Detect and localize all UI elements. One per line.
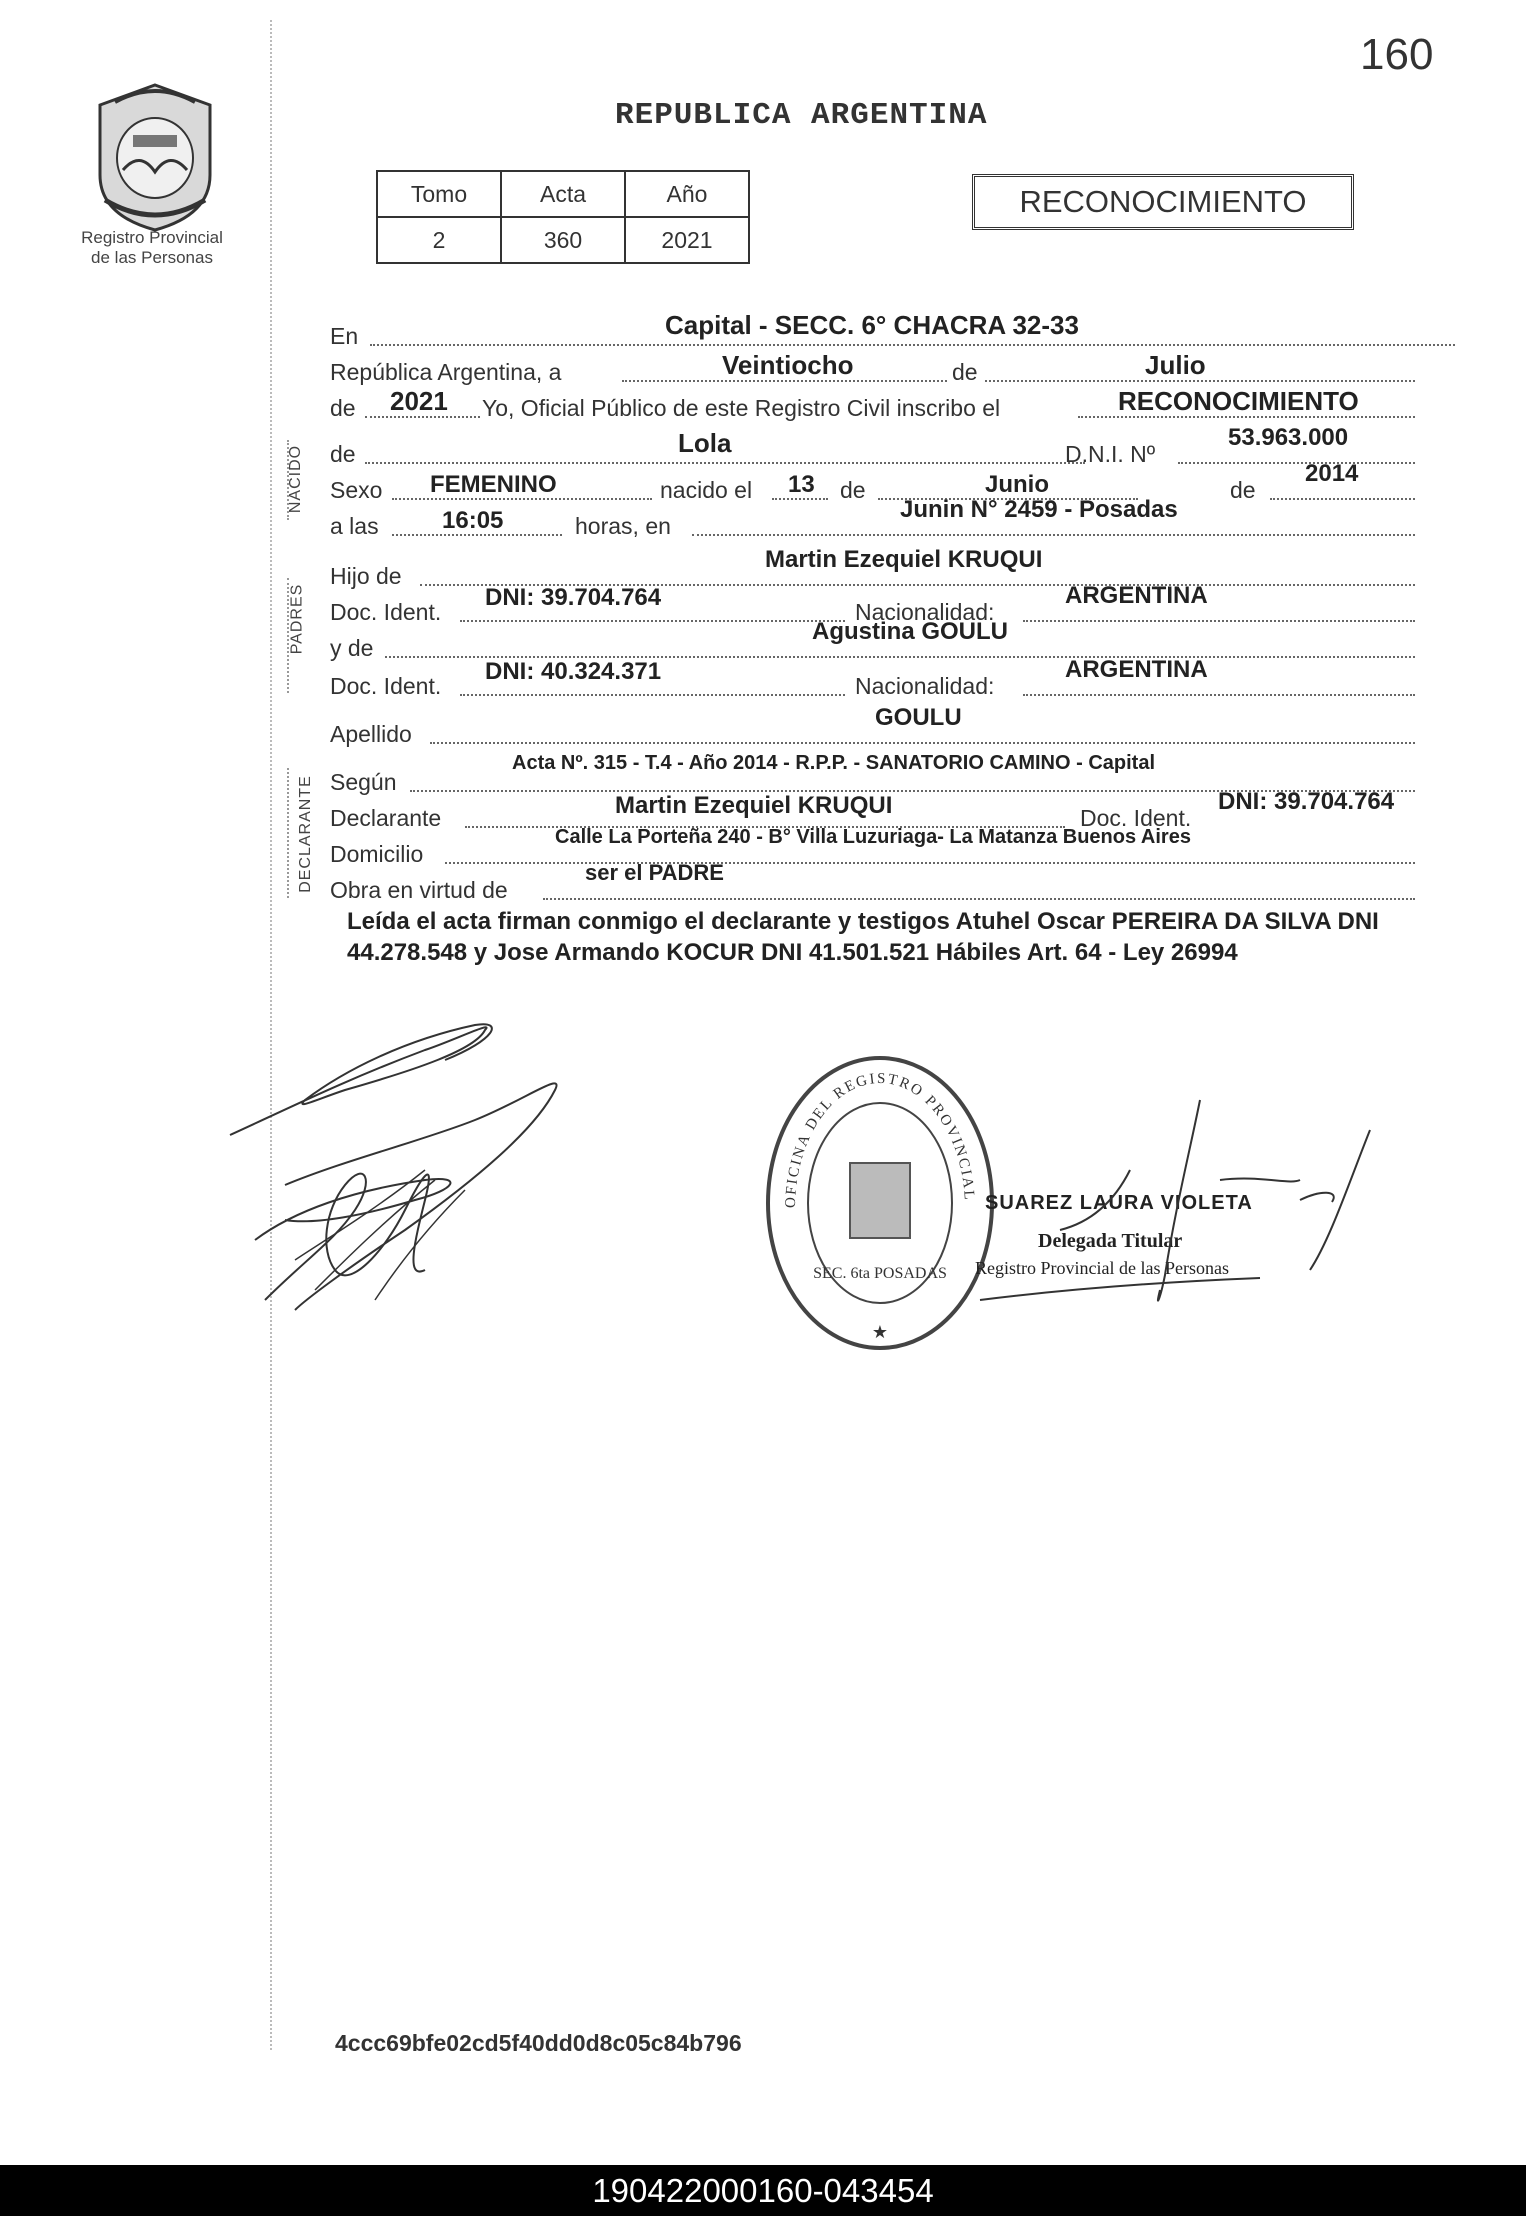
label-nacido-de: de xyxy=(330,441,356,467)
seal-ring-text: OFICINA DEL REGISTRO PROVINCIAL xyxy=(782,1070,977,1209)
label-y-de: y de xyxy=(330,635,374,661)
value-madre: Agustina GOULU xyxy=(812,618,1008,645)
stamp-office: Registro Provincial de las Personas xyxy=(975,1258,1229,1278)
closing-text: Leída el acta firman conmigo el declarante y testigos Atuhel Oscar PEREIRA DA SILVA DNI 44.278.548 y Jose Armando KOCUR DNI 41.501.521 Hábiles Art. 64 - Ley 26994 xyxy=(347,908,1379,966)
row-apellido xyxy=(330,704,1415,748)
value-mes: Julio xyxy=(1145,350,1206,380)
stamp-role: Delegada Titular xyxy=(1038,1230,1183,1252)
label-de: de xyxy=(952,359,978,385)
row-madre-doc xyxy=(330,656,1415,700)
value-padre-nac: ARGENTINA xyxy=(1065,582,1208,609)
value-sexo: FEMENINO xyxy=(430,471,557,498)
value-nombre: Lola xyxy=(678,428,732,458)
side-label-declarante: DECLARANTE xyxy=(296,775,314,893)
value-decl-doc: DNI: 39.704.764 xyxy=(1218,788,1395,815)
header-acta: Acta xyxy=(501,171,625,217)
label-decl-doc: Doc. Ident. xyxy=(1080,805,1192,831)
stamp-name: SUAREZ LAURA VIOLETA xyxy=(985,1192,1253,1214)
value-anio-inscripcion: 2021 xyxy=(390,386,448,416)
logo-caption: Registro Provincial de las Personas xyxy=(81,228,223,267)
declarant-signature xyxy=(225,1010,585,1335)
label-de2: de xyxy=(330,395,356,421)
row-republica xyxy=(330,350,1415,386)
value-madre-doc: DNI: 40.324.371 xyxy=(485,658,662,685)
row-obra xyxy=(330,860,1415,904)
row-nombre xyxy=(330,424,1415,468)
label-nacionalidad: Nacionalidad: xyxy=(855,599,995,625)
label-obra: Obra en virtud de xyxy=(330,877,508,903)
row-hora xyxy=(330,496,1415,540)
value-padre-doc: DNI: 39.704.764 xyxy=(485,584,662,611)
row-sexo xyxy=(330,460,1415,504)
label-domicilio: Domicilio xyxy=(330,841,424,867)
value-en: Capital - SECC. 6° CHACRA 32-33 xyxy=(665,310,1079,340)
value-dia: Veintiocho xyxy=(722,350,854,380)
label-oficial: Yo, Oficial Público de este Registro Civil inscribo el xyxy=(482,395,1001,421)
label-a-las: a las xyxy=(330,513,379,539)
svg-text:★: ★ xyxy=(871,1322,889,1342)
label-hijo-de: Hijo de xyxy=(330,563,402,589)
label-nac-de2: de xyxy=(1230,477,1256,503)
label-doc-ident-madre: Doc. Ident. xyxy=(330,673,442,699)
label-nacido-el: nacido el xyxy=(660,477,753,503)
value-dni: 53.963.000 xyxy=(1228,424,1349,451)
value-apellido: GOULU xyxy=(875,704,962,731)
record-type-box: RECONOCIMIENTO xyxy=(972,174,1354,230)
row-anio xyxy=(330,386,1415,422)
value-acta: 360 xyxy=(501,217,625,263)
value-nac-anio: 2014 xyxy=(1305,460,1359,487)
label-segun: Según xyxy=(330,769,397,795)
value-anio: 2021 xyxy=(625,217,749,263)
value-madre-nac: ARGENTINA xyxy=(1065,656,1208,683)
nacido-rule xyxy=(287,440,289,520)
label-horas-en: horas, en xyxy=(575,513,671,539)
label-dni: D.N.I. Nº xyxy=(1065,441,1156,467)
value-segun: Acta Nº. 315 - T.4 - Año 2014 - R.P.P. - SANATORIO CAMINO - Capital xyxy=(512,752,1155,774)
seal-inner-text: SEC. 6ta POSADAS xyxy=(813,1265,947,1282)
padres-rule xyxy=(287,578,289,693)
label-apellido: Apellido xyxy=(330,721,412,747)
value-tomo: 2 xyxy=(377,217,501,263)
value-domicilio: Calle La Porteña 240 - B° Villa Luzuriaga- La Matanza Buenos Aires xyxy=(555,826,1191,848)
official-signature xyxy=(960,1090,1400,1325)
header-tomo: Tomo xyxy=(377,171,501,217)
label-nac-de: de xyxy=(840,477,866,503)
side-label-padres: PADRES xyxy=(288,583,306,655)
document-title: REPUBLICA ARGENTINA xyxy=(615,98,988,133)
value-nac-dia: 13 xyxy=(788,471,815,498)
declarante-rule xyxy=(287,768,289,898)
label-doc-ident: Doc. Ident. xyxy=(330,599,442,625)
registry-table xyxy=(376,170,750,264)
value-declarante: Martin Ezequiel KRUQUI xyxy=(615,792,893,819)
value-padre: Martin Ezequiel KRUQUI xyxy=(765,546,1043,573)
label-republica: República Argentina, a xyxy=(330,359,562,385)
value-lugar: Junin N° 2459 - Posadas xyxy=(900,496,1178,523)
header-anio: Año xyxy=(625,171,749,217)
province-logo xyxy=(85,80,225,235)
label-nacionalidad-madre: Nacionalidad: xyxy=(855,673,995,699)
document-hash: 4ccc69bfe02cd5f40dd0d8c05c84b796 xyxy=(335,2030,742,2056)
row-en xyxy=(330,310,1415,350)
value-hora: 16:05 xyxy=(442,507,504,534)
page-number: 160 xyxy=(1360,30,1434,79)
label-en: En xyxy=(330,323,359,349)
value-nac-mes: Junio xyxy=(985,471,1049,498)
footer-id: 190422000160-043454 xyxy=(592,2172,934,2209)
row-domicilio xyxy=(330,826,1415,868)
label-sexo: Sexo xyxy=(330,477,383,503)
value-inscribe: RECONOCIMIENTO xyxy=(1118,386,1359,416)
label-declarante: Declarante xyxy=(330,805,442,831)
value-obra: ser el PADRE xyxy=(585,860,724,885)
side-label-nacido: NACIDO xyxy=(287,444,305,514)
